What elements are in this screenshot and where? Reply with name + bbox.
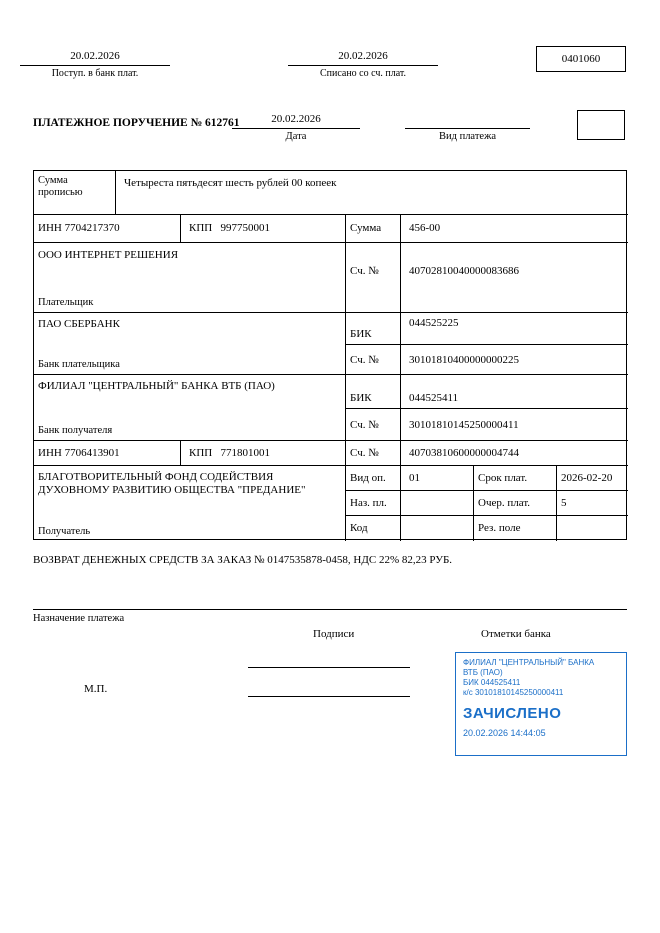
purpose-text: ВОЗВРАТ ДЕНЕЖНЫХ СРЕДСТВ ЗА ЗАКАЗ № 0147535878-0458, НДС 22% 82,23 РУБ. xyxy=(33,554,453,566)
code-value xyxy=(401,516,474,541)
priority-value: 5 xyxy=(557,491,628,516)
payer-kpp: КПП 997750001 xyxy=(181,215,346,243)
payee-bank-account-label: Сч. № xyxy=(346,409,401,441)
payee-account-value: 40703810600000004744 xyxy=(401,441,628,466)
signature-line-2 xyxy=(248,680,410,697)
payee-bank-account-value: 30101810145250000411 xyxy=(401,409,628,441)
stamp-status: ЗАЧИСЛЕНО xyxy=(463,705,562,722)
debited-date-label: Списано со сч. плат. xyxy=(319,68,407,79)
stamp-bank-name-line2: ВТБ (ПАО) xyxy=(463,668,503,677)
debited-date-value: 20.02.2026 xyxy=(288,50,438,66)
payee-name: БЛАГОТВОРИТЕЛЬНЫЙ ФОНД СОДЕЙСТВИЯ ДУХОВНОМУ РАЗВИТИЮ ОБЩЕСТВА "ПРЕДАНИЕ" xyxy=(38,471,306,496)
payment-order-table xyxy=(33,170,627,540)
payee-kpp: КПП 771801001 xyxy=(181,441,346,466)
stamp-bank-name-line1: ФИЛИАЛ "ЦЕНТРАЛЬНЫЙ" БАНКА xyxy=(463,658,595,667)
payer-bank-account-value: 30101810400000000225 xyxy=(401,345,628,375)
purpose-label: Назначение платежа xyxy=(33,613,125,624)
payer-inn: ИНН 7704217370 xyxy=(34,215,181,243)
purpose-code-value xyxy=(401,491,474,516)
payee-cell xyxy=(34,466,346,541)
document-date-label: Дата xyxy=(285,131,307,142)
payer-section-label: Плательщик xyxy=(38,297,94,308)
payee-account-label: Сч. № xyxy=(346,441,401,466)
payee-bank-section-label: Банк получателя xyxy=(38,425,113,436)
purpose-code-label: Наз. пл. xyxy=(346,491,401,516)
due-date-value: 2026-02-20 xyxy=(557,466,628,491)
payee-bank-cell xyxy=(34,375,346,441)
stamp-datetime: 20.02.2026 14:44:05 xyxy=(463,728,546,738)
payment-kind-box xyxy=(577,110,625,140)
payer-account-label: Сч. № xyxy=(346,243,401,313)
payer-name: ООО ИНТЕРНЕТ РЕШЕНИЯ xyxy=(38,249,179,261)
document-date-value: 20.02.2026 xyxy=(232,113,360,129)
stamp-corr-account: к/с 30101810145250000411 xyxy=(463,688,564,697)
payer-bank-bik-value: 044525225 xyxy=(401,313,628,345)
stamp-place-label: М.П. xyxy=(84,683,108,695)
payee-section-label: Получатель xyxy=(38,526,91,537)
received-date-label: Поступ. в банк плат. xyxy=(51,68,139,79)
amount-in-words-value: Четыреста пятьдесят шесть рублей 00 копеек xyxy=(116,171,628,215)
form-code-box: 0401060 xyxy=(536,46,626,72)
signatures-label: Подписи xyxy=(313,628,355,640)
payer-bank-name: ПАО СБЕРБАНК xyxy=(38,318,120,330)
payee-bank-bik-value: 044525411 xyxy=(401,375,628,409)
code-label: Код xyxy=(346,516,401,541)
payer-bank-account-label: Сч. № xyxy=(346,345,401,375)
amount-in-words-label: Сумма прописью xyxy=(34,171,116,215)
document-date-block xyxy=(232,113,360,143)
debited-date-block xyxy=(288,50,438,80)
stamp-bik: БИК 044525411 xyxy=(463,678,521,687)
payer-cell xyxy=(34,243,346,313)
payee-bank-bik-label: БИК xyxy=(346,375,401,409)
reserve-field-label: Рез. поле xyxy=(474,516,557,541)
due-date-label: Срок плат. xyxy=(474,466,557,491)
payment-kind-block xyxy=(405,113,530,143)
payer-bank-section-label: Банк плательщика xyxy=(38,359,120,370)
bank-marks-label: Отметки банка xyxy=(481,628,551,640)
payment-kind-underline xyxy=(405,113,530,129)
payer-bank-bik-label: БИК xyxy=(346,313,401,345)
received-date-block xyxy=(20,50,170,80)
purpose-divider xyxy=(33,609,627,610)
priority-label: Очер. плат. xyxy=(474,491,557,516)
payment-kind-label: Вид платежа xyxy=(438,131,496,142)
payee-bank-name: ФИЛИАЛ "ЦЕНТРАЛЬНЫЙ" БАНКА ВТБ (ПАО) xyxy=(38,380,275,392)
reserve-field-value xyxy=(557,516,628,541)
payer-account-value: 40702810040000083686 xyxy=(401,243,628,313)
op-kind-label: Вид оп. xyxy=(346,466,401,491)
op-kind-value: 01 xyxy=(401,466,474,491)
received-date-value: 20.02.2026 xyxy=(20,50,170,66)
payer-bank-cell xyxy=(34,313,346,375)
bank-stamp xyxy=(455,652,627,756)
document-title: ПЛАТЕЖНОЕ ПОРУЧЕНИЕ № 612761 xyxy=(33,117,240,129)
payee-inn: ИНН 7706413901 xyxy=(34,441,181,466)
amount-value: 456-00 xyxy=(401,215,628,243)
amount-label: Сумма xyxy=(346,215,401,243)
signature-line-1 xyxy=(248,651,410,668)
